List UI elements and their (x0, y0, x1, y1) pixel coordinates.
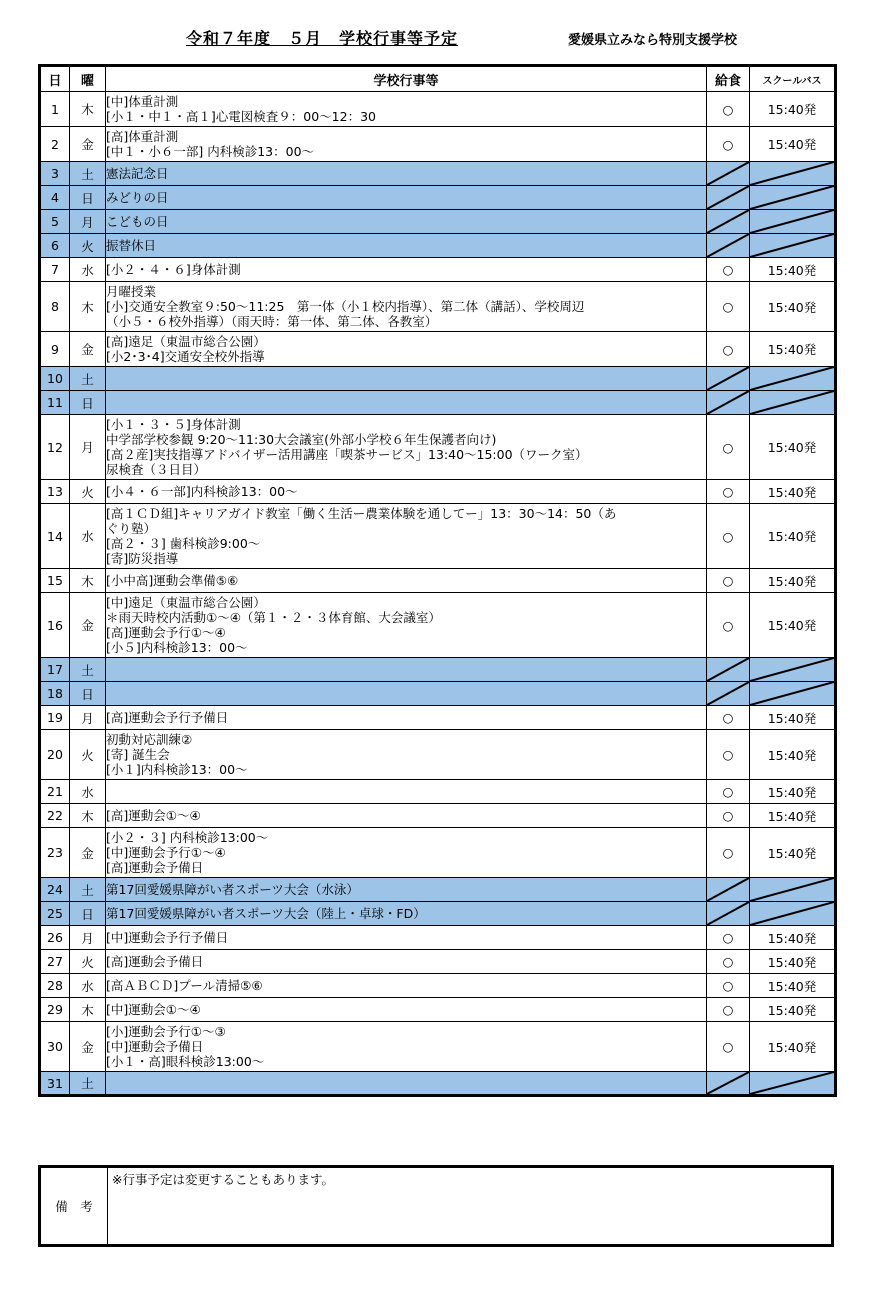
row-bus: 15:40発 (750, 998, 836, 1022)
event-line: [小2･3･4]交通安全校外指導 (106, 349, 265, 364)
row-meal-none (707, 186, 750, 210)
event-line: [中]運動会予行予備日 (106, 930, 229, 945)
event-line: [高]運動会予備日 (106, 860, 204, 875)
row-bus: 15:40発 (750, 780, 836, 804)
remarks-text: ※行事予定は変更することもあります。 (108, 1167, 833, 1246)
row-events (106, 210, 707, 234)
event-line: 第17回愛媛県障がい者スポーツ大会（陸上・卓球・FD） (106, 906, 426, 921)
row-weekday: 土 (70, 878, 106, 902)
diagonal-slash (707, 234, 749, 257)
event-line: [寄]防災指導 (106, 551, 179, 566)
row-day: 6 (40, 234, 70, 258)
col-weekday-header: 曜 (70, 66, 106, 92)
row-day: 21 (40, 780, 70, 804)
row-weekday: 土 (70, 367, 106, 391)
event-line: [中]運動会予備日 (106, 1039, 204, 1054)
row-weekday: 日 (70, 902, 106, 926)
row-bus-none (750, 391, 836, 415)
table-row (40, 804, 836, 828)
row-weekday: 木 (70, 998, 106, 1022)
row-weekday: 日 (70, 682, 106, 706)
row-day: 11 (40, 391, 70, 415)
row-meal: ○ (707, 127, 750, 162)
diagonal-slash (707, 186, 749, 209)
row-events (106, 926, 707, 950)
row-day: 31 (40, 1072, 70, 1096)
row-weekday: 月 (70, 926, 106, 950)
table-row (40, 332, 836, 367)
row-meal: ○ (707, 480, 750, 504)
diagonal-slash (707, 682, 749, 705)
row-events (106, 730, 707, 780)
event-line: [中]体重計測 (106, 94, 179, 109)
event-line: [小４・６一部]内科検診13：00～ (106, 484, 298, 499)
row-day: 10 (40, 367, 70, 391)
table-row (40, 210, 836, 234)
table-row (40, 828, 836, 878)
table-row (40, 186, 836, 210)
event-line: [高２・３] 歯科検診9:00～ (106, 536, 261, 551)
row-meal-none (707, 1072, 750, 1096)
row-events (106, 706, 707, 730)
event-line: ＊雨天時校内活動①～④（第１・２・３体育館、大会議室） (106, 610, 441, 625)
row-weekday: 火 (70, 730, 106, 780)
row-meal: ○ (707, 504, 750, 569)
table-row (40, 780, 836, 804)
event-line: [小]交通安全教室９:50～11:25 第一体（小１校内指導）、第二体（講話）、学校周辺 (106, 299, 585, 314)
row-weekday: 月 (70, 415, 106, 480)
row-events (106, 902, 707, 926)
remarks-table (38, 1165, 834, 1247)
row-day: 26 (40, 926, 70, 950)
diagonal-slash (707, 210, 749, 233)
row-meal-none (707, 391, 750, 415)
row-meal: ○ (707, 998, 750, 1022)
event-line: [寄] 誕生会 (106, 747, 170, 762)
row-meal: ○ (707, 282, 750, 332)
row-events (106, 127, 707, 162)
row-weekday: 火 (70, 480, 106, 504)
row-bus: 15:40発 (750, 926, 836, 950)
table-row (40, 926, 836, 950)
row-day: 28 (40, 974, 70, 998)
row-bus-none (750, 682, 836, 706)
table-row (40, 391, 836, 415)
row-bus: 15:40発 (750, 282, 836, 332)
page-title: 令和７年度 ５月 学校行事等予定 (186, 29, 459, 48)
diagonal-slash (707, 391, 749, 414)
event-line: 振替休日 (106, 238, 157, 253)
row-meal: ○ (707, 926, 750, 950)
row-events (106, 1022, 707, 1072)
diagonal-slash (707, 878, 749, 901)
event-line: [高]遠足（東温市総合公園） (106, 334, 266, 349)
row-day: 4 (40, 186, 70, 210)
row-events (106, 780, 707, 804)
row-day: 7 (40, 258, 70, 282)
col-bus-header: スクールバス (750, 66, 836, 92)
row-meal: ○ (707, 780, 750, 804)
row-day: 24 (40, 878, 70, 902)
row-bus: 15:40発 (750, 974, 836, 998)
row-bus-none (750, 186, 836, 210)
row-weekday: 月 (70, 706, 106, 730)
row-bus-none (750, 902, 836, 926)
row-bus-none (750, 210, 836, 234)
diagonal-slash (750, 682, 834, 705)
event-line: [高２産]実技指導アドバイザー活用講座「喫茶サービス」13:40～15:00（ワーク室） (106, 447, 588, 462)
row-day: 18 (40, 682, 70, 706)
row-day: 27 (40, 950, 70, 974)
event-line: 中学部学校参観 9:20～11:30大会議室(外部小学校６年生保護者向け) (106, 432, 497, 447)
row-bus: 15:40発 (750, 730, 836, 780)
table-row (40, 878, 836, 902)
row-events (106, 367, 707, 391)
row-events (106, 1072, 707, 1096)
event-line: [高１ＣＤ組]キャリアガイド教室「働く生活ー農業体験を通してー」13：30～14：50（あ (106, 506, 617, 521)
row-weekday: 木 (70, 92, 106, 127)
table-row (40, 162, 836, 186)
row-weekday: 木 (70, 804, 106, 828)
table-row (40, 1022, 836, 1072)
row-day: 2 (40, 127, 70, 162)
header-row (40, 66, 836, 92)
table-row (40, 234, 836, 258)
row-meal: ○ (707, 804, 750, 828)
row-events (106, 804, 707, 828)
row-bus-none (750, 162, 836, 186)
diagonal-slash (707, 902, 749, 925)
table-row (40, 504, 836, 569)
row-bus: 15:40発 (750, 593, 836, 658)
row-meal: ○ (707, 92, 750, 127)
table-row (40, 950, 836, 974)
row-events (106, 186, 707, 210)
diagonal-slash (750, 210, 834, 233)
row-day: 13 (40, 480, 70, 504)
row-meal: ○ (707, 332, 750, 367)
row-bus: 15:40発 (750, 804, 836, 828)
row-events (106, 974, 707, 998)
table-row (40, 258, 836, 282)
row-bus: 15:40発 (750, 480, 836, 504)
event-line: [小１]内科検診13：00～ (106, 762, 248, 777)
event-line: こどもの日 (106, 214, 169, 229)
table-row (40, 1072, 836, 1096)
row-bus: 15:40発 (750, 504, 836, 569)
row-meal: ○ (707, 569, 750, 593)
row-meal: ○ (707, 415, 750, 480)
row-meal-none (707, 902, 750, 926)
diagonal-slash (750, 902, 834, 925)
event-line: ぐり塾） (106, 521, 157, 536)
row-meal-none (707, 878, 750, 902)
row-day: 3 (40, 162, 70, 186)
event-line: [小２・３] 内科検診13:00～ (106, 830, 269, 845)
row-day: 25 (40, 902, 70, 926)
row-meal-none (707, 162, 750, 186)
row-events (106, 415, 707, 480)
row-weekday: 木 (70, 569, 106, 593)
table-row (40, 282, 836, 332)
row-events (106, 332, 707, 367)
event-line: [中]遠足（東温市総合公園） (106, 595, 266, 610)
row-weekday: 水 (70, 974, 106, 998)
table-row (40, 569, 836, 593)
row-weekday: 木 (70, 282, 106, 332)
row-bus: 15:40発 (750, 258, 836, 282)
event-line: 初動対応訓練② (106, 732, 193, 747)
row-bus: 15:40発 (750, 92, 836, 127)
event-line: [小５]内科検診13：00～ (106, 640, 248, 655)
event-line: [高]運動会予備日 (106, 954, 204, 969)
row-day: 16 (40, 593, 70, 658)
event-line: [高ＡＢＣＤ]プール清掃⑤⑥ (106, 978, 263, 993)
row-meal: ○ (707, 593, 750, 658)
event-line: （小５・６校外指導）（雨天時：第一体、第二体、各教室） (106, 314, 438, 329)
diagonal-slash (750, 658, 834, 681)
event-line: [高]運動会予行予備日 (106, 710, 229, 725)
diagonal-slash (750, 367, 834, 390)
row-bus-none (750, 367, 836, 391)
diagonal-slash (750, 1072, 834, 1094)
row-bus-none (750, 658, 836, 682)
row-weekday: 水 (70, 504, 106, 569)
event-line: [小]運動会予行①～③ (106, 1024, 226, 1039)
col-events-header: 学校行事等 (106, 66, 707, 92)
row-events (106, 162, 707, 186)
row-bus-none (750, 878, 836, 902)
event-line: 憲法記念日 (106, 166, 169, 181)
row-events (106, 878, 707, 902)
row-events (106, 391, 707, 415)
row-meal: ○ (707, 730, 750, 780)
event-line: みどりの日 (106, 190, 169, 205)
row-day: 15 (40, 569, 70, 593)
row-meal: ○ (707, 258, 750, 282)
row-day: 23 (40, 828, 70, 878)
row-weekday: 水 (70, 258, 106, 282)
row-events (106, 658, 707, 682)
event-line: 月曜授業 (106, 284, 157, 299)
table-row (40, 974, 836, 998)
row-events (106, 92, 707, 127)
row-meal: ○ (707, 950, 750, 974)
diagonal-slash (707, 162, 749, 185)
row-bus: 15:40発 (750, 569, 836, 593)
table-row (40, 998, 836, 1022)
row-weekday: 金 (70, 127, 106, 162)
diagonal-slash (750, 186, 834, 209)
row-day: 5 (40, 210, 70, 234)
table-row (40, 730, 836, 780)
row-day: 22 (40, 804, 70, 828)
row-day: 20 (40, 730, 70, 780)
row-bus-none (750, 234, 836, 258)
schedule-table (38, 64, 837, 1097)
event-line: 第17回愛媛県障がい者スポーツ大会（水泳） (106, 882, 359, 897)
table-row (40, 706, 836, 730)
row-day: 17 (40, 658, 70, 682)
row-bus: 15:40発 (750, 828, 836, 878)
row-day: 8 (40, 282, 70, 332)
table-row (40, 658, 836, 682)
table-row (40, 902, 836, 926)
row-day: 9 (40, 332, 70, 367)
diagonal-slash (707, 658, 749, 681)
row-day: 1 (40, 92, 70, 127)
diagonal-slash (750, 878, 834, 901)
row-meal-none (707, 658, 750, 682)
row-weekday: 金 (70, 1022, 106, 1072)
row-events (106, 950, 707, 974)
page-header (0, 26, 875, 52)
remarks-label: 備 考 (40, 1167, 108, 1246)
row-weekday: 金 (70, 593, 106, 658)
row-events (106, 569, 707, 593)
row-meal-none (707, 234, 750, 258)
diagonal-slash (707, 367, 749, 390)
col-day-header: 日 (40, 66, 70, 92)
row-weekday: 月 (70, 210, 106, 234)
table-row (40, 415, 836, 480)
row-weekday: 金 (70, 828, 106, 878)
table-row (40, 367, 836, 391)
event-line: [高]体重計測 (106, 129, 179, 144)
diagonal-slash (750, 162, 834, 185)
row-meal: ○ (707, 1022, 750, 1072)
row-meal-none (707, 682, 750, 706)
row-weekday: 日 (70, 186, 106, 210)
row-events (106, 234, 707, 258)
row-weekday: 土 (70, 1072, 106, 1096)
row-day: 29 (40, 998, 70, 1022)
row-weekday: 土 (70, 658, 106, 682)
row-events (106, 258, 707, 282)
row-bus: 15:40発 (750, 950, 836, 974)
row-weekday: 水 (70, 780, 106, 804)
row-day: 30 (40, 1022, 70, 1072)
row-weekday: 金 (70, 332, 106, 367)
event-line: [小１・高]眼科検診13:00～ (106, 1054, 265, 1069)
row-events (106, 828, 707, 878)
row-bus: 15:40発 (750, 1022, 836, 1072)
col-meal-header: 給食 (707, 66, 750, 92)
schedule-body (40, 92, 836, 1096)
event-line: [高]運動会①～④ (106, 808, 201, 823)
row-meal-none (707, 367, 750, 391)
diagonal-slash (707, 1072, 749, 1094)
row-weekday: 火 (70, 234, 106, 258)
row-bus: 15:40発 (750, 127, 836, 162)
row-meal: ○ (707, 828, 750, 878)
row-events (106, 682, 707, 706)
row-events (106, 998, 707, 1022)
event-line: 尿検査（３日目） (106, 462, 207, 477)
diagonal-slash (750, 391, 834, 414)
row-events (106, 593, 707, 658)
table-row (40, 480, 836, 504)
event-line: [小１・３・５]身体計測 (106, 417, 241, 432)
event-line: [小中高]運動会準備⑤⑥ (106, 573, 239, 588)
row-meal: ○ (707, 974, 750, 998)
row-day: 14 (40, 504, 70, 569)
event-line: [中]運動会予行①～④ (106, 845, 226, 860)
table-row (40, 127, 836, 162)
row-bus: 15:40発 (750, 415, 836, 480)
diagonal-slash (750, 234, 834, 257)
event-line: [中]運動会①～④ (106, 1002, 201, 1017)
event-line: [小２・４・６]身体計測 (106, 262, 241, 277)
row-weekday: 土 (70, 162, 106, 186)
row-events (106, 282, 707, 332)
table-row (40, 92, 836, 127)
row-meal: ○ (707, 706, 750, 730)
row-events (106, 480, 707, 504)
school-name: 愛媛県立みなら特別支援学校 (568, 33, 738, 48)
table-row (40, 593, 836, 658)
row-meal-none (707, 210, 750, 234)
row-bus: 15:40発 (750, 706, 836, 730)
row-events (106, 504, 707, 569)
table-row (40, 682, 836, 706)
event-line: [中１・小６一部] 内科検診13：00～ (106, 144, 315, 159)
row-weekday: 日 (70, 391, 106, 415)
row-bus-none (750, 1072, 836, 1096)
event-line: [高]運動会予行①～④ (106, 625, 226, 640)
event-line: [小１・中１・高１]心電図検査９：00～12：30 (106, 109, 376, 124)
row-day: 12 (40, 415, 70, 480)
row-bus: 15:40発 (750, 332, 836, 367)
row-weekday: 火 (70, 950, 106, 974)
row-day: 19 (40, 706, 70, 730)
